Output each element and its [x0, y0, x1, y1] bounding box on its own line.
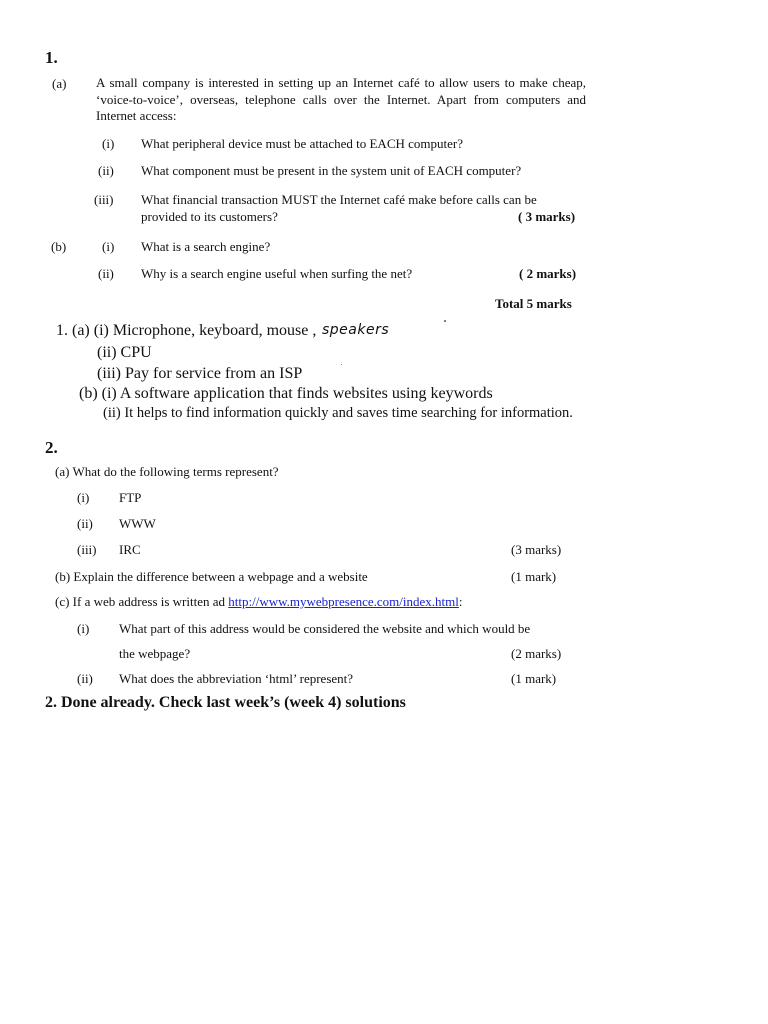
- web-address-link[interactable]: http://www.mywebpresence.com/index.html: [228, 594, 459, 609]
- q2a-i-label: (i): [77, 490, 90, 505]
- question-1-number: 1.: [45, 48, 58, 67]
- q2c-i-label: (i): [77, 621, 90, 636]
- q1b-ii-label: (ii): [98, 266, 114, 281]
- q2c-ii-text: What does the abbreviation ‘html’ represent?: [119, 671, 354, 686]
- a1-line-3: (iii) Pay for service from an ISP: [97, 365, 303, 382]
- q1b-ii-text: Why is a search engine useful when surfing the net?: [141, 266, 413, 281]
- q1a-i-text: What peripheral device must be attached to EACH computer?: [141, 136, 463, 151]
- question-2-number: 2.: [45, 438, 58, 457]
- q2c-prefix: (c) If a web address is written ad: [55, 594, 229, 609]
- q1a-iii-label: (iii): [94, 192, 114, 207]
- q1-total-marks: Total 5 marks: [495, 296, 572, 311]
- q2a-marks: (3 marks): [511, 542, 562, 557]
- q1b-i-text: What is a search engine?: [141, 239, 271, 254]
- q1a-i-label: (i): [102, 136, 115, 151]
- q2c-ii-label: (ii): [77, 671, 93, 686]
- a1-line-5: (ii) It helps to find information quickly and saves time searching for information.: [103, 405, 573, 421]
- q2a-ii-label: (ii): [77, 516, 93, 531]
- q1a-label: (a): [52, 76, 67, 91]
- q1b-label: (b): [51, 239, 67, 254]
- q1b-marks: ( 2 marks): [519, 266, 577, 281]
- a1-handwritten-speakers: speakers: [322, 322, 390, 338]
- q1a-iii-text-1: What financial transaction MUST the Internet café make before calls can be: [141, 192, 537, 207]
- q2b-marks: (1 mark): [511, 569, 557, 584]
- q1a-marks: ( 3 marks): [518, 209, 576, 224]
- q2a-iii-label: (iii): [77, 542, 97, 557]
- q1b-i-label: (i): [102, 239, 115, 254]
- stray-mark: [444, 320, 446, 322]
- q2b-text: (b) Explain the difference between a webpage and a website: [55, 569, 368, 584]
- a1-line-2: (ii) CPU: [97, 344, 152, 361]
- a1-line-4: (b) (i) A software application that finds websites using keywords: [79, 385, 493, 402]
- a1-line-1: 1. (a) (i) Microphone, keyboard, mouse ,: [56, 322, 317, 339]
- q2c-i-text-2: the webpage?: [119, 646, 191, 661]
- q1a-iii-text-2: provided to its customers?: [141, 209, 278, 224]
- q2a-ii-text: WWW: [119, 516, 156, 531]
- q2c-i-marks: (2 marks): [511, 646, 562, 661]
- q2c-ii-marks: (1 mark): [511, 671, 557, 686]
- q1a-ii-text: What component must be present in the system unit of EACH computer?: [141, 163, 522, 178]
- stray-mark: [341, 364, 342, 365]
- q1a-text: A small company is interested in setting up an Internet café to allow users to make cheap, ‘voice-to-voice’, overseas, telephone calls over the Internet. Apart from computers and Internet access:: [96, 75, 586, 123]
- q2c-i-text-1: What part of this address would be considered the website and which would be: [119, 621, 531, 636]
- q1a-ii-label: (ii): [98, 163, 114, 178]
- q2a-i-text: FTP: [119, 490, 142, 505]
- q2a-iii-text: IRC: [119, 542, 141, 557]
- q2c-line: [55, 594, 462, 610]
- q2c-suffix: :: [458, 594, 463, 609]
- a2-text: 2. Done already. Check last week’s (week 4) solutions: [45, 694, 406, 711]
- q2a-intro: (a) What do the following terms represent?: [55, 464, 279, 479]
